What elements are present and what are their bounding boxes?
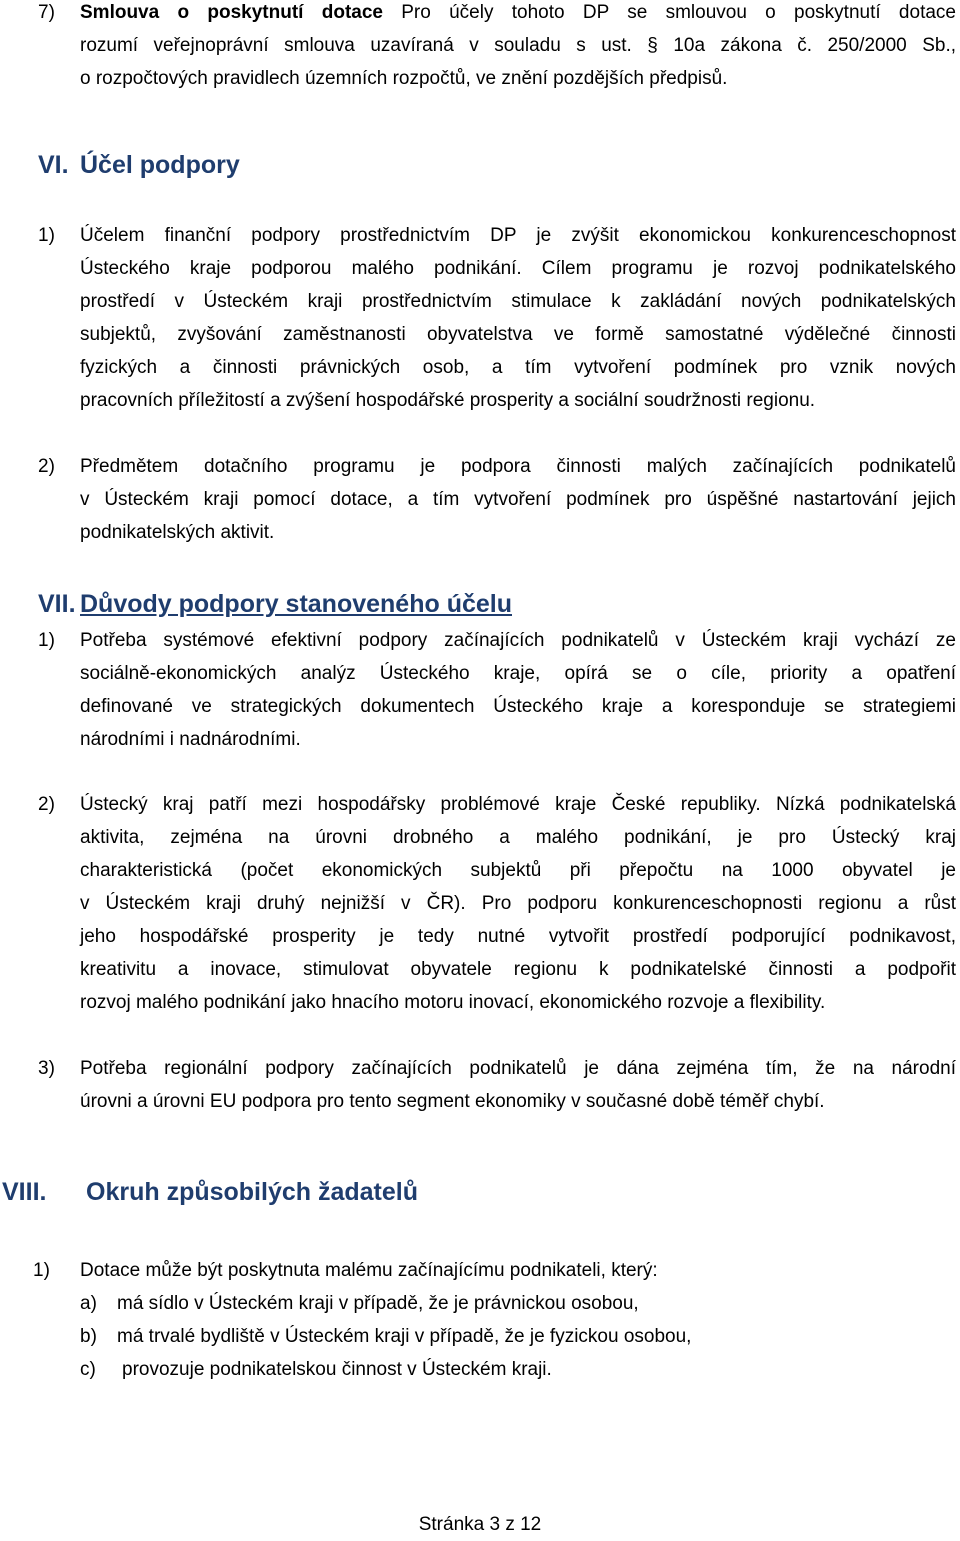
section-8-title: Okruh způsobilých žadatelů <box>86 1178 418 1206</box>
s7-item-1-number: 1) <box>38 630 55 651</box>
paragraph-line: Potřeba systémové efektivní podpory začínajících podnikatelů v Ústeckém kraji vychází ze <box>80 630 956 651</box>
paragraph-line: úrovni a úrovni EU podpora pro tento segment ekonomiky v současné době téměř chybí. <box>80 1091 825 1112</box>
paragraph-line: definované ve strategických dokumentech Ústeckého kraje a koresponduje se strategiemi <box>80 696 956 717</box>
s8-sub-b-text: má trvalé bydliště v Ústeckém kraji v případě, že je fyzickou osobou, <box>117 1326 692 1347</box>
paragraph-line: podnikatelských aktivit. <box>80 522 275 543</box>
paragraph-line: pracovních příležitostí a zvýšení hospodářské prosperity a sociální soudržnosti regionu. <box>80 390 816 411</box>
item-7-line-3: o rozpočtových pravidlech územních rozpočtů, ve znění pozdějších předpisů. <box>80 68 728 89</box>
s6-item-1-paragraph <box>80 219 956 417</box>
page-number-footer: Stránka 3 z 12 <box>418 1514 542 1535</box>
s8-item-1-intro: Dotace může být poskytnuta malému začínajícímu podnikateli, který: <box>80 1260 658 1281</box>
paragraph-line: Ústecký kraj patří mezi hospodářsky problémové kraje České republiky. Nízká podnikatelská <box>80 794 956 815</box>
paragraph-line: subjektů, zvyšování zaměstnanosti obyvatelstva ve formě samostatné výdělečné činnosti <box>80 324 956 345</box>
paragraph-line: charakteristická (počet ekonomických subjektů při přepočtu na 1000 obyvatel je <box>80 860 956 881</box>
s7-item-3-paragraph <box>80 1052 956 1118</box>
s8-item-1-number: 1) <box>33 1260 50 1281</box>
paragraph-line: sociálně-ekonomických analýz Ústeckého kraje, opírá se o cíle, priority a opatření <box>80 663 956 684</box>
item-7-number: 7) <box>38 2 55 23</box>
s8-sub-c-letter: c) <box>80 1359 96 1380</box>
paragraph-line: Ústeckého kraje podporou malého podnikání. Cílem programu je rozvoj podnikatelského <box>80 258 956 279</box>
section-7-number: VII. <box>38 590 76 618</box>
paragraph-line: Předmětem dotačního programu je podpora činnosti malých začínajících podnikatelů <box>80 456 956 477</box>
item-7-paragraph <box>80 0 956 95</box>
item-7-line-2: rozumí veřejnoprávní smlouva uzavíraná v souladu s ust. § 10a zákona č. 250/2000 Sb., <box>80 35 956 56</box>
section-6-number: VI. <box>38 151 69 179</box>
section-6-title: Účel podpory <box>80 151 240 179</box>
s6-item-1-number: 1) <box>38 225 55 246</box>
s6-item-2-paragraph <box>80 450 956 549</box>
paragraph-line: Potřeba regionální podpory začínajících podnikatelů je dána zejména tím, že na národní <box>80 1058 956 1079</box>
paragraph-line: v Ústeckém kraji pomocí dotace, a tím vytvoření podmínek pro úspěšné nastartování jejich <box>80 489 956 510</box>
paragraph-line: rozvoj malého podnikání jako hnacího motoru inovací, ekonomického rozvoje a flexibility. <box>80 992 826 1013</box>
paragraph-line: v Ústeckém kraji druhý nejnižší v ČR). Pro podporu konkurenceschopnosti regionu a růst <box>80 893 956 914</box>
s8-sub-a-text: má sídlo v Ústeckém kraji v případě, že je právnickou osobou, <box>117 1293 639 1314</box>
paragraph-line: aktivita, zejména na úrovni drobného a malého podnikání, je pro Ústecký kraj <box>80 827 956 848</box>
paragraph-line: kreativitu a inovace, stimulovat obyvatele regionu k podnikatelské činnosti a podpořit <box>80 959 956 980</box>
paragraph-line: národními i nadnárodními. <box>80 729 301 750</box>
s8-sub-c-text: provozuje podnikatelskou činnost v Ústeckém kraji. <box>122 1359 552 1380</box>
s7-item-2-number: 2) <box>38 794 55 815</box>
s8-sub-b-letter: b) <box>80 1326 97 1347</box>
section-8-number: VIII. <box>2 1178 47 1206</box>
s6-item-2-number: 2) <box>38 456 55 477</box>
paragraph-line: jeho hospodářské prosperity je tedy nutné vytvořit prostředí podporující podnikavost, <box>80 926 956 947</box>
s7-item-1-paragraph <box>80 624 956 756</box>
paragraph-line: Účelem finanční podpory prostřednictvím DP je zvýšit ekonomickou konkurenceschopnost <box>80 225 956 246</box>
s7-item-3-number: 3) <box>38 1058 55 1079</box>
section-7-title: Důvody podpory stanoveného účelu <box>80 590 512 618</box>
s7-item-2-paragraph <box>80 788 956 1019</box>
s8-sub-a-letter: a) <box>80 1293 97 1314</box>
item-7-bold-term: Smlouva o poskytnutí dotace <box>80 2 383 23</box>
paragraph-line: prostředí v Ústeckém kraji prostřednictvím stimulace k zakládání nových podnikatelských <box>80 291 956 312</box>
paragraph-line: fyzických a činnosti právnických osob, a tím vytvoření podmínek pro vznik nových <box>80 357 956 378</box>
item-7-line-1: Smlouva o poskytnutí dotace Pro účely tohoto DP se smlouvou o poskytnutí dotace <box>80 2 956 23</box>
